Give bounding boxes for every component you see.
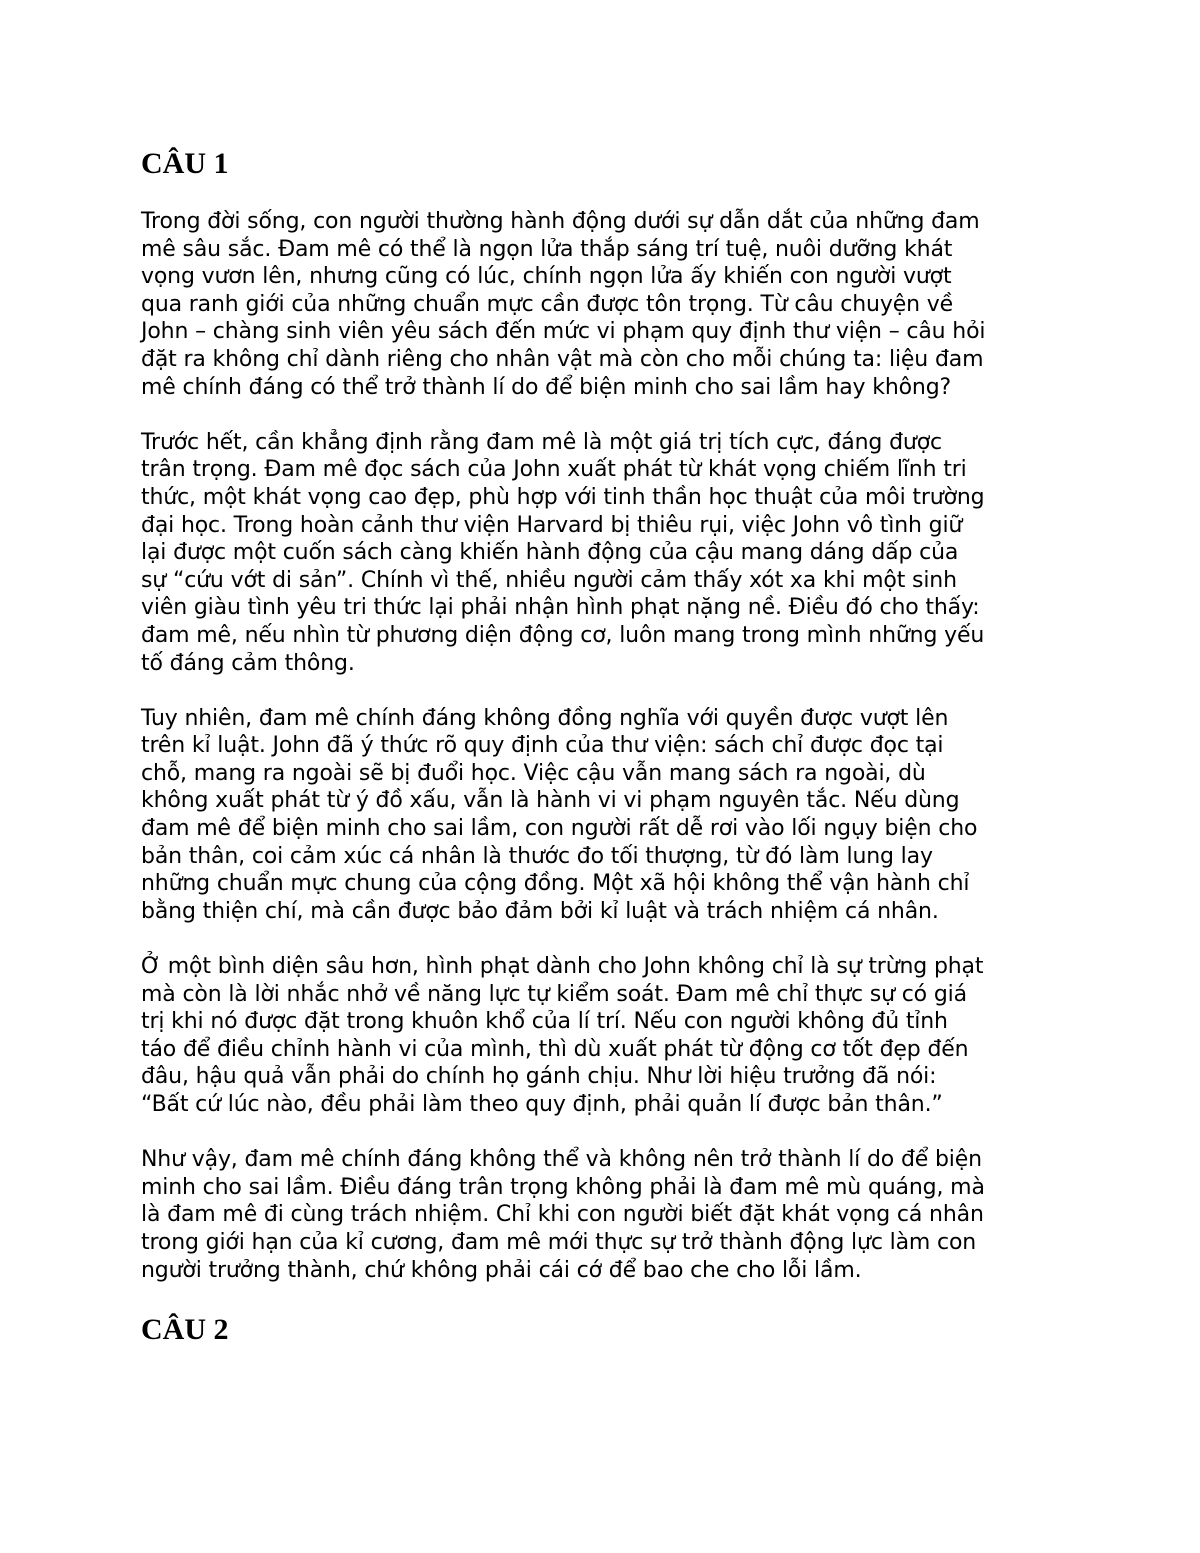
text-line: Tuy nhiên, đam mê chính đáng không đồng nghĩa với quyền được vượt lên bbox=[141, 705, 949, 731]
text-line: viên giàu tình yêu tri thức lại phải nhận hình phạt nặng nề. Điều đó cho thấy: bbox=[141, 595, 980, 621]
text-line: đam mê để biện minh cho sai lầm, con người rất dễ rơi vào lối ngụy biện cho bbox=[141, 816, 978, 842]
text-line: qua ranh giới của những chuẩn mực cần được tôn trọng. Từ câu chuyện về bbox=[141, 291, 953, 317]
heading-cau-1: CÂU 1 bbox=[141, 147, 229, 180]
text-line: sự “cứu vớt di sản”. Chính vì thế, nhiều người cảm thấy xót xa khi một sinh bbox=[141, 567, 957, 593]
paragraph-2 bbox=[141, 429, 1059, 677]
text-line: đam mê, nếu nhìn từ phương diện động cơ, luôn mang trong mình những yếu bbox=[141, 622, 985, 648]
paragraph-conclusion bbox=[141, 1146, 1059, 1284]
text-line: là đam mê đi cùng trách nhiệm. Chỉ khi con người biết đặt khát vọng cá nhân bbox=[141, 1202, 984, 1228]
text-line: người trưởng thành, chứ không phải cái cớ để bao che cho lỗi lầm. bbox=[141, 1257, 862, 1283]
text-line: bản thân, coi cảm xúc cá nhân là thước đo tối thượng, từ đó làm lung lay bbox=[141, 843, 933, 869]
text-line: Trước hết, cần khẳng định rằng đam mê là một giá trị tích cực, đáng được bbox=[141, 429, 942, 455]
text-line: bằng thiện chí, mà cần được bảo đảm bởi kỉ luật và trách nhiệm cá nhân. bbox=[141, 898, 939, 924]
text-line: minh cho sai lầm. Điều đáng trân trọng không phải là đam mê mù quáng, mà bbox=[141, 1174, 985, 1200]
paragraph-intro bbox=[141, 208, 1059, 401]
text-line: John – chàng sinh viên yêu sách đến mức vi phạm quy định thư viện – câu hỏi bbox=[141, 319, 986, 345]
text-line: thức, một khát vọng cao đẹp, phù hợp với tinh thần học thuật của môi trường bbox=[141, 484, 985, 510]
text-line: trong giới hạn của kỉ cương, đam mê mới thực sự trở thành động lực làm con bbox=[141, 1229, 977, 1255]
text-line: lại được một cuốn sách càng khiến hành động của cậu mang dáng dấp của bbox=[141, 540, 959, 566]
text-line: mê chính đáng có thể trở thành lí do để biện minh cho sai lầm hay không? bbox=[141, 374, 952, 400]
text-line: đâu, hậu quả vẫn phải do chính họ gánh chịu. Như lời hiệu trưởng đã nói: bbox=[141, 1064, 937, 1090]
text-line: trân trọng. Đam mê đọc sách của John xuất phát từ khát vọng chiếm lĩnh tri bbox=[141, 457, 967, 483]
text-line: những chuẩn mực chung của cộng đồng. Một xã hội không thể vận hành chỉ bbox=[141, 871, 970, 897]
heading-cau-2: CÂU 2 bbox=[141, 1313, 229, 1346]
text-line: trên kỉ luật. John đã ý thức rõ quy định của thư viện: sách chỉ được đọc tại bbox=[141, 733, 944, 759]
text-line: táo để điều chỉnh hành vi của mình, thì dù xuất phát từ động cơ tốt đẹp đến bbox=[141, 1036, 969, 1062]
paragraph-3 bbox=[141, 705, 1059, 926]
text-line: mà còn là lời nhắc nhở về năng lực tự kiểm soát. Đam mê chỉ thực sự có giá bbox=[141, 981, 967, 1007]
text-line: mê sâu sắc. Đam mê có thể là ngọn lửa thắp sáng trí tuệ, nuôi dưỡng khát bbox=[141, 236, 953, 262]
paragraph-4 bbox=[141, 953, 1059, 1119]
text-line: Như vậy, đam mê chính đáng không thể và không nên trở thành lí do để biện bbox=[141, 1147, 982, 1173]
text-line: đại học. Trong hoàn cảnh thư viện Harvard bị thiêu rụi, việc John vô tình giữ bbox=[141, 512, 963, 538]
text-line: đặt ra không chỉ dành riêng cho nhân vật mà còn cho mỗi chúng ta: liệu đam bbox=[141, 346, 984, 372]
text-line: không xuất phát từ ý đồ xấu, vẫn là hành vi vi phạm nguyên tắc. Nếu dùng bbox=[141, 788, 960, 814]
essay-body bbox=[141, 208, 1059, 1312]
text-line: tố đáng cảm thông. bbox=[141, 650, 355, 676]
text-line: vọng vươn lên, nhưng cũng có lúc, chính ngọn lửa ấy khiến con người vượt bbox=[141, 264, 952, 290]
text-line: trị khi nó được đặt trong khuôn khổ của lí trí. Nếu con người không đủ tỉnh bbox=[141, 1009, 948, 1035]
text-line: “Bất cứ lúc nào, đều phải làm theo quy định, phải quản lí được bản thân.” bbox=[141, 1092, 943, 1117]
text-line: Trong đời sống, con người thường hành động dưới sự dẫn dắt của những đam bbox=[141, 209, 980, 234]
text-line: Ở một bình diện sâu hơn, hình phạt dành cho John không chỉ là sự trừng phạt bbox=[141, 954, 984, 980]
text-line: chỗ, mang ra ngoài sẽ bị đuổi học. Việc cậu vẫn mang sách ra ngoài, dù bbox=[141, 760, 926, 786]
